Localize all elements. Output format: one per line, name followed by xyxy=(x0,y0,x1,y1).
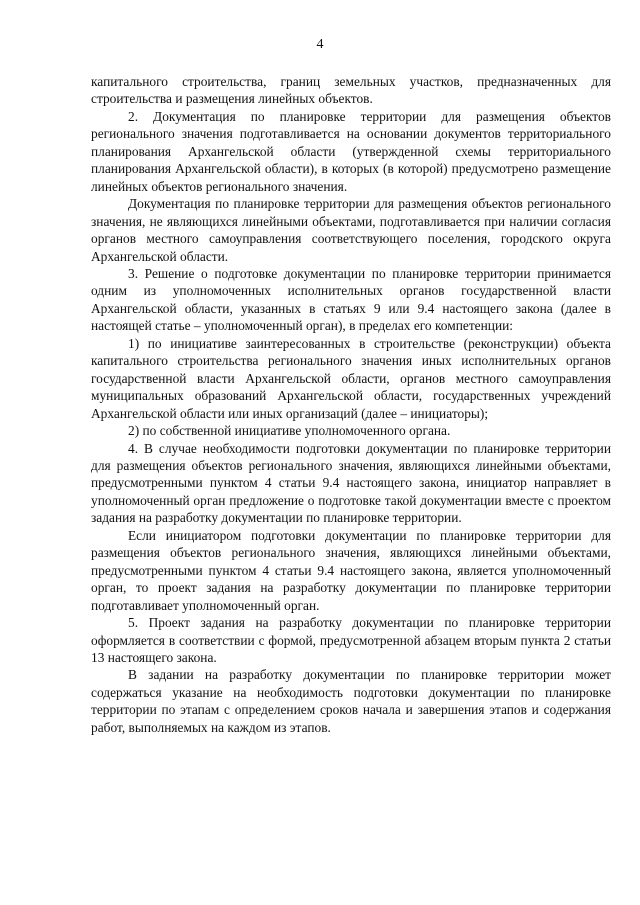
paragraph: Документация по планировке территории для размещения объектов регионального значения, не являющихся линейными объектами, подготавливается при наличии согласия органов местного самоуправления соответствующего поселения, городского округа Архангельской области. xyxy=(91,196,611,264)
document-body xyxy=(91,73,611,736)
paragraph: 2) по собственной инициативе уполномоченного органа. xyxy=(128,423,451,439)
paragraph: 4. В случае необходимости подготовки документации по планировке территории для размещения объектов регионального значения, являющихся линейными объектами, предусмотренными пунктом 4 статьи 9.4 настоящего закона, инициатор направляет в уполномоченный орган предложение о подготовке такой документации вместе с проектом задания на разработку документации по планировке территории. xyxy=(91,440,611,526)
paragraph: 3. Решение о подготовке документации по планировке территории принимается одним из уполномоченных исполнительных органов государственной власти Архангельской области, указанных в статьях 9 или 9.4 настоящего закона (далее в настоящей статье – уполномоченный орган), в пределах его компетенции: xyxy=(91,265,611,334)
paragraph: 1) по инициативе заинтересованных в строительстве (реконструкции) объекта капитального строительства регионального значения иных исполнительных органов государственной власти Архангельской области, органов местного самоуправления муниципальных образований Архангельской области, государственных учреждений Архангельской области или иных организаций (далее – инициаторы); xyxy=(91,335,611,421)
paragraph: Если инициатором подготовки документации по планировке территории для размещения объектов регионального значения, являющихся линейными объектами, предусмотренными пунктом 4 статьи 9.4 настоящего закона, является уполномоченный орган, то проект задания на разработку документации по планировке территории подготавливает уполномоченный орган. xyxy=(91,527,611,613)
paragraph: 2. Документация по планировке территории для размещения объектов регионального значения подготавливается на основании документов территориального планирования Архангельской области (утвержденной схемы территориального планирования Архангельской области), в которых (в которой) предусмотрено размещение линейных объектов регионального значения. xyxy=(91,108,611,194)
paragraph: капитального строительства, границ земельных участков, предназначенных для строительства и размещения линейных объектов. xyxy=(91,74,611,107)
page-number: 4 xyxy=(316,37,324,52)
paragraph: 5. Проект задания на разработку документации по планировке территории оформляется в соответствии с формой, предусмотренной абзацем вторым пункта 2 статьи 13 настоящего закона. xyxy=(91,615,611,665)
paragraph: В задании на разработку документации по планировке территории может содержаться указание на необходимость подготовки документации по планировке территории по этапам с определением сроков начала и завершения этапов и содержания работ, выполняемых на каждом из этапов. xyxy=(91,667,611,735)
